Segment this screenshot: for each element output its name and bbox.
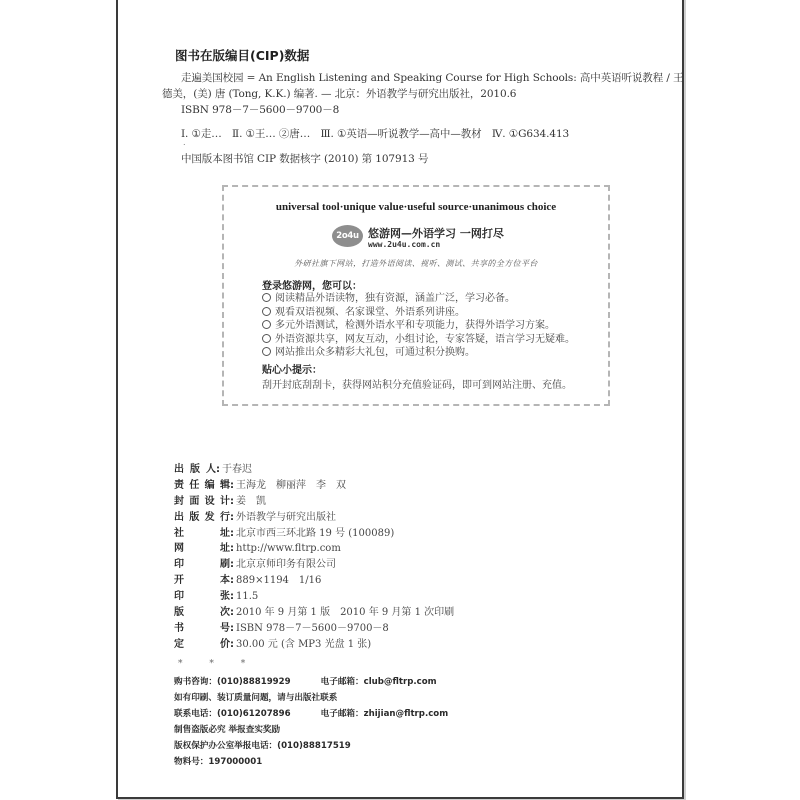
colophon-label: 责 任 编 辑 [174,479,230,491]
tips-text: 刮开封底刮刮卡，获得网站积分充值验证码，即可到网站注册、充值。 [262,380,572,391]
colophon-value: 889×1194 1/16 [236,575,322,587]
colophon-row-format: 开 本 : 889×1194 1/16 [174,573,454,589]
quality-notice: 如有印刷、装订质量问题，请与出版社联系 [174,693,338,703]
circle-bullet-icon [262,307,271,316]
colophon-row-editor: 责 任 编 辑 : 王海龙 柳丽萍 李 双 [174,478,454,494]
colophon-row-distribution: 出 版 发 行 : 外语教学与研究出版社 [174,510,454,526]
quality-email: zhijian@fltrp.com [363,709,449,719]
contact-info [174,674,448,770]
colophon-label: 书 号 [174,622,230,634]
piracy-notice: 制售盗版必究 举报查实奖励 [174,725,281,735]
item-number-row: 物料号：197000001 [174,757,263,767]
circle-bullet-icon [262,334,271,343]
promo-slogan: universal tool·unique value·useful source·unanimous choice [275,201,557,213]
cip-author-line: 德美，(美) 唐 (Tong, K.K.) 编著. — 北京：外语教学与研究出版社，2010.6 [162,88,517,100]
colophon-value: http://www.fltrp.com [236,543,341,555]
benefits-list [262,292,575,360]
circle-bullet-icon [262,293,271,302]
item-number: 197000001 [208,757,263,767]
benefit-item: 网站推出众多精彩大礼包，可通过积分换购。 [262,346,575,360]
colophon-label: 网 址 [174,543,230,555]
colophon-row-website: 网 址 : http://www.fltrp.com [174,541,454,557]
cip-isbn-line: ISBN 978－7－5600－9700－8 [181,104,340,116]
benefits-title: 登录悠游网，您可以： [262,281,362,292]
brand-name: 悠游网—外语学习 一网打尽 [368,227,504,240]
tips-title: 贴心小提示： [262,365,322,376]
colophon-value: 30.00 元 (含 MP3 光盘 1 张) [236,638,372,650]
colophon-row-edition: 版 次 : 2010 年 9 月第 1 版 2010 年 9 月第 1 次印刷 [174,605,454,621]
colophon-label: 印 刷 [174,559,230,571]
colophon-table [174,462,454,653]
quality-contact-row: 联系电话：(010)61207896 电子邮箱：zhijian@fltrp.com [174,709,449,719]
cip-title-line: 走遍美国校园 = An English Listening and Speaking Course for High Schools: 高中英语听说教程 / 王 [181,72,684,84]
colophon-value: 北京市西三环北路 19 号 (100089) [236,527,395,539]
purchase-contact-row: 购书咨询：(010)88819929 电子邮箱：club@fltrp.com [174,677,437,687]
colophon-label: 版 次 [174,607,230,619]
colophon-value: 于春迟 [222,464,252,475]
2u4u-logo-icon: 2o4u [332,225,363,247]
cip-verification-line: 中国版本图书馆 CIP 数据核字 (2010) 第 107913 号 [181,153,429,165]
purchase-email: club@fltrp.com [363,677,437,687]
colophon-row-isbn: 书 号 : ISBN 978－7－5600－9700－8 [174,621,454,637]
colophon-row-price: 定 价 : 30.00 元 (含 MP3 光盘 1 张) [174,637,454,653]
piracy-phone-row: 版权保护办公室举报电话：(010)88817519 [174,741,351,751]
benefit-item: 多元外语测试，检测外语水平和专项能力，获得外语学习方案。 [262,319,575,333]
colophon-label: 开 本 [174,575,230,587]
circle-bullet-icon [262,347,271,356]
colophon-value: 北京京师印务有限公司 [236,559,336,571]
colophon-row-publisher: 出 版 人 : 于春迟 [174,462,454,478]
colophon-value: 王海龙 柳丽萍 李 双 [236,479,346,491]
colophon-row-printer: 印 刷 : 北京京师印务有限公司 [174,557,454,573]
colophon-label: 定 价 [174,638,230,650]
colophon-value: 姜 凯 [236,495,266,507]
colophon-value: 11.5 [236,591,259,603]
colophon-value: ISBN 978－7－5600－9700－8 [236,622,389,634]
benefit-item: 观看双语视频、名家课堂、外语系列讲座。 [262,306,575,320]
book-copyright-page [116,0,684,799]
colophon-value: 2010 年 9 月第 1 版 2010 年 9 月第 1 次印刷 [236,607,455,619]
colophon-label: 印 张 [174,591,230,603]
brand-url: www.2u4u.com.cn [368,240,441,249]
cip-classification-line: Ⅰ. ①走… Ⅱ. ①王… ②唐… Ⅲ. ①英语—听说教学—高中—教材 Ⅳ. ①G634.413 [181,128,570,140]
benefit-item: 外语资源共享，网友互动，小组讨论，专家答疑，语言学习无疑难。 [262,333,575,347]
website-promo-box [222,185,610,406]
colophon-row-cover-design: 封 面 设 计 : 姜 凯 [174,494,454,510]
promo-tagline: 外研社旗下网站，打造外语阅读、视听、测试、共享的全方位平台 [294,259,538,268]
colophon-value: 外语教学与研究出版社 [236,511,336,523]
colophon-label: 社 址 [174,527,230,539]
colophon-label: 封 面 设 计 [174,495,230,507]
colophon-label: 出 版 发 行 [174,511,230,523]
benefit-item: 阅读精品外语读物，独有资源，涵盖广泛，学习必备。 [262,292,575,306]
colophon-label: 出 版 人 [174,464,216,475]
colophon-row-sheets: 印 张 : 11.5 [174,589,454,605]
cip-dot: . [183,138,186,147]
cip-heading: 图书在版编目(CIP)数据 [175,48,310,63]
piracy-phone: (010)88817519 [277,741,351,751]
circle-bullet-icon [262,320,271,329]
colophon-row-address: 社 址 : 北京市西三环北路 19 号 (100089) [174,526,454,542]
separator-stars: * * * [178,659,246,669]
quality-phone: (010)61207896 [216,709,291,719]
purchase-phone: (010)88819929 [216,677,291,687]
